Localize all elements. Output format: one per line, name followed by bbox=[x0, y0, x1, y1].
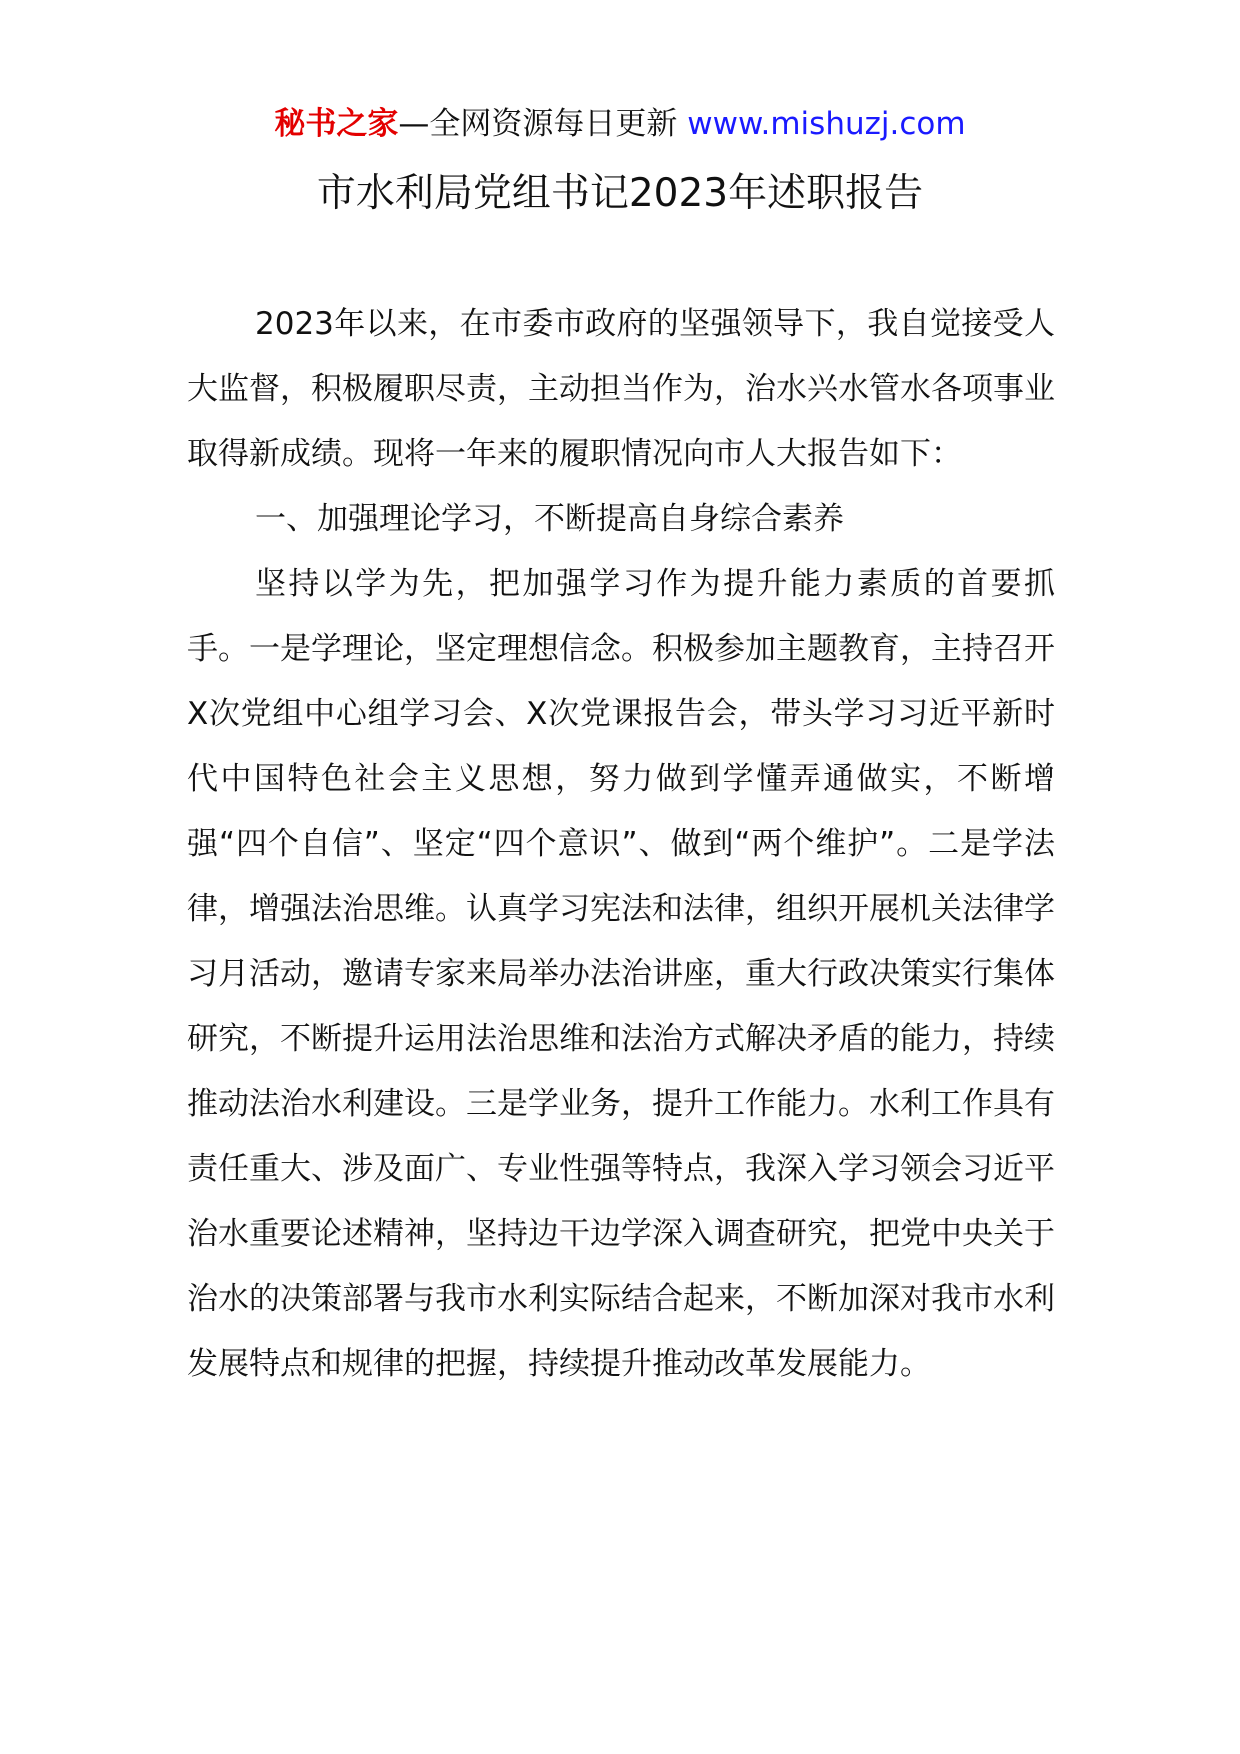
site-header bbox=[0, 102, 1240, 146]
intro-paragraph: 2023年以来，在市委市政府的坚强领导下，我自觉接受人大监督，积极履职尽责，主动担当作为，治水兴水管水各项事业取得新成绩。现将一年来的履职情况向市人大报告如下： bbox=[187, 306, 1055, 472]
section-heading-1: 一、加强理论学习，不断提高自身综合素养 bbox=[255, 501, 844, 537]
site-url-link[interactable]: www.mishuzj.com bbox=[687, 106, 966, 142]
header-slogan: —全网资源每日更新 bbox=[398, 106, 678, 142]
document-body bbox=[187, 292, 1055, 1397]
document-title: 市水利局党组书记2023年述职报告 bbox=[316, 171, 924, 216]
brand-name: 秘书之家 bbox=[274, 106, 399, 142]
section-paragraph-1: 坚持以学为先，把加强学习作为提升能力素质的首要抓手。一是学理论，坚定理想信念。积极参加主题教育，主持召开X次党组中心组学习会、X次党课报告会，带头学习习近平新时代中国特色社会主义思想，努力做到学懂弄通做实，不断增强“四个自信”、坚定“四个意识”、做到“两个维护”。二是学法律，增强法治思维。认真学习宪法和法律，组织开展机关法律学习月活动，邀请专家来局举办法治讲座，重大行政决策实行集体研究，不断提升运用法治思维和法治方式解决矛盾的能力，持续推动法治水利建设。三是学业务，提升工作能力。水利工作具有责任重大、涉及面广、专业性强等特点，我深入学习领会习近平治水重要论述精神，坚持边干边学深入调查研究，把党中央关于治水的决策部署与我市水利实际结合起来，不断加深对我市水利发展特点和规律的把握，持续提升推动改革发展能力。 bbox=[187, 566, 1055, 1382]
